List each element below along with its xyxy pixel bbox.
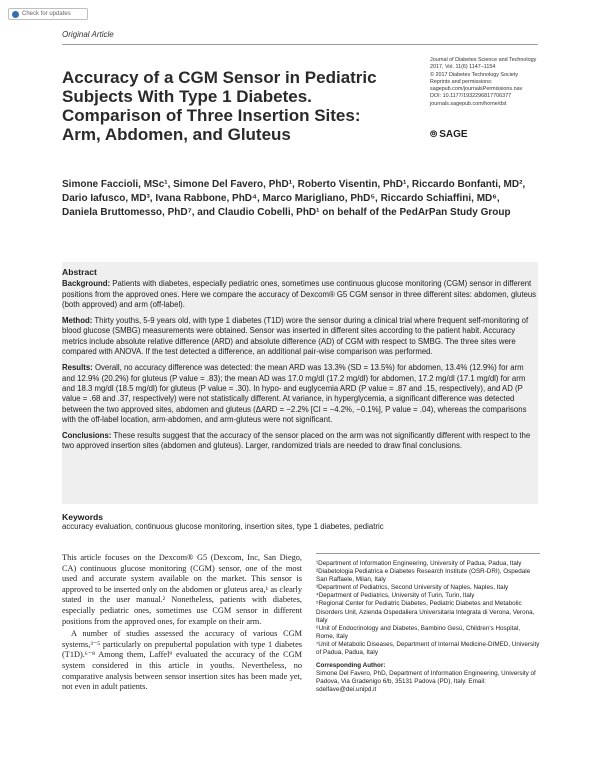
journal-line: © 2017 Diabetes Technology Society: [430, 71, 519, 78]
section-label: Conclusions:: [62, 431, 112, 441]
section-text: These results suggest that the accuracy of the sensor placed on the arm was not significantly different with respect to the two approved insertion sites (abdomen and gluteus). Larger, randomized trials are needed to draw final conclusions.: [62, 431, 531, 451]
check-for-updates-badge[interactable]: [8, 8, 88, 20]
affiliation: ⁶Unit of Endocrinology and Diabetes, Bambino Gesù, Children's Hospital, Rome, Italy: [316, 624, 521, 640]
abstract-method-section: [62, 316, 538, 357]
section-text: Overall, no accuracy difference was detected: the mean ARD was 13.3% (SD = 13.5%) for abdomen, 13.4% (12.9%) for arm and 12.9% (20.2%) for gluteus (P value = .83); the mean AD was 17.0 mg/dl (17.2 mg/dl) for abdomen, 17.2 mg/dl (17.1 mg/dl) for arm and 18.3 mg/dl (18.5 mg/dl) for gluteus (P value = .30). In hypo- and euglycemia ARD (P value = .87 and .15, respectively), and AD (P value = .68 and .37, respectively) were not statistically different. At variance, in hyperglycemia, a significant difference was detected between the two approved sites, abdomen and gluteus (ΔARD = −2.2% [CI = −4.2%, −0.1%], P value = .04), whereas the comparisons with the off-label location, arm-abdomen, and arm-gluteus were not significant.: [62, 363, 527, 424]
update-icon: [12, 11, 19, 18]
journal-line: journals.sagepub.com/home/dst: [430, 100, 507, 107]
journal-info: [430, 57, 560, 108]
affiliation: ¹Department of Information Engineering, University of Padua, Padua, Italy: [316, 560, 522, 567]
journal-line: sagepub.com/journalsPermissions.nav: [430, 86, 523, 93]
journal-line: DOI: 10.1177/1932296817706377: [430, 93, 512, 100]
article-type: Original Article: [62, 30, 114, 39]
journal-line: Reprints and permissions:: [430, 78, 493, 85]
affiliations-column: [316, 560, 540, 695]
sage-logo-icon: ⦾: [430, 129, 438, 139]
journal-line: Journal of Diabetes Science and Technology: [430, 57, 537, 63]
badge-label: Check for updates: [22, 11, 71, 17]
abstract: [62, 267, 538, 458]
section-label: Method:: [62, 316, 93, 326]
affiliation: ⁵Regional Center for Pediatric Diabetes, Pediatric Diabetes and Metabolic Disorders Unit, Azienda Ospedaliera Universitaria Integrata di Verona, Verona, Italy: [316, 600, 535, 624]
abstract-results-section: [62, 363, 538, 425]
abstract-heading: Abstract: [62, 267, 97, 277]
section-text: Thirty youths, 5-9 years old, with type 1 diabetes (T1D) wore the sensor during a clinical trial where frequent self-monitoring of blood glucose (SMBG) measurements were obtained. Sensor was inserted in different sites according to the patient habit. Accuracy metrics include absolute relative difference (ARD) and absolute difference (AD) of CGM with respect to SMBG. The three sites were compared with ANOVA. If the test detected a difference, an additional pair-wise comparison was performed.: [62, 316, 529, 357]
publisher-name: SAGE: [439, 129, 468, 140]
section-label: Background:: [62, 279, 111, 289]
affiliation: ³Department of Pediatrics, Second University of Naples, Naples, Italy: [316, 584, 509, 592]
publisher-logo: [430, 129, 468, 140]
affiliations-divider: [316, 553, 540, 554]
abstract-background-section: [62, 279, 538, 310]
corresponding-author-heading: Corresponding Author:: [316, 662, 386, 670]
affiliation: ⁷Unit of Metabolic Diseases, Department of Internal Medicine-DIMED, University of Padua, Padua, Italy: [316, 640, 540, 657]
affiliation: ⁴Department of Pediatrics, University of Turin, Turin, Italy: [316, 592, 475, 600]
author-list: Simone Faccioli, MSc¹, Simone Del Favero, PhD¹, Roberto Visentin, PhD¹, Riccardo Bonfanti, MD², Dario Iafusco, MD³, Ivana Rabbone, PhD⁴, Marco Marigliano, PhD⁵, Riccardo Schiaffini, MD⁶, Daniela Bruttomesso, PhD⁷, and Claudio Cobelli, PhD¹ on behalf of the PedArPan Study Group: [62, 179, 526, 218]
body-paragraph: A number of studies assessed the accuracy of various CGM systems,³⁻⁵ particularly on prepubertal population with type 1 diabetes (T1D).⁶⁻⁸ Among them, Laffel⁹ evaluated the accuracy of the CGM system considered in this article in youths. Nevertheless, no comparative analysis between sensor insertion sites has been made yet, not even in adult patients.: [62, 629, 302, 692]
affiliation: ²Diabetologia Pediatrica e Diabetes Research Institute (OSR-DRI), Ospedale San Raffaele, Milan, Italy: [316, 568, 531, 584]
keywords-heading: Keywords: [62, 512, 104, 522]
body-paragraph: This article focuses on the Dexcom® G5 (Dexcom, Inc, San Diego, CA) continuous glucose monitoring (CGM) sensor, one of the most used and accurate system available on the market. This sensor is approved to be inserted only on the abdomen or gluteus area,¹ as clearly stated in the user manual.² Nonetheless, patients with diabetes, especially pediatric ones, sometimes use CGM sensor in different positions from the approved ones, for example on their arm.: [62, 553, 302, 626]
section-label: Results:: [62, 363, 93, 373]
keywords-text: accuracy evaluation, continuous glucose monitoring, insertion sites, type 1 diabetes, pediatric: [62, 522, 384, 531]
page-title: Accuracy of a CGM Sensor in Pediatric Subjects With Type 1 Diabetes. Comparison of Three Insertion Sites: Arm, Abdomen, and Gluteus: [62, 68, 377, 144]
section-text: Patients with diabetes, especially pediatric ones, sometimes use continuous glucose monitoring (CGM) sensor in different positions from the approved ones. Here we compare the accuracy of Dexcom® G5 CGM sensor in three different sites: abdomen, gluteus (both approved) and arm (off-label).: [62, 279, 537, 309]
abstract-conclusions-section: [62, 431, 538, 452]
journal-line: 2017, Vol. 11(6) 1147–1154: [430, 64, 496, 71]
header-divider: [62, 44, 538, 45]
corresponding-author-text: Simone Del Favero, PhD, Department of Information Engineering, University of Padova, Via Gradenigo 6/b, 35131 Padova (PD), Italy. Email: sdelfave@dei.unipd.it: [316, 670, 536, 694]
body-text-column: [62, 553, 302, 695]
